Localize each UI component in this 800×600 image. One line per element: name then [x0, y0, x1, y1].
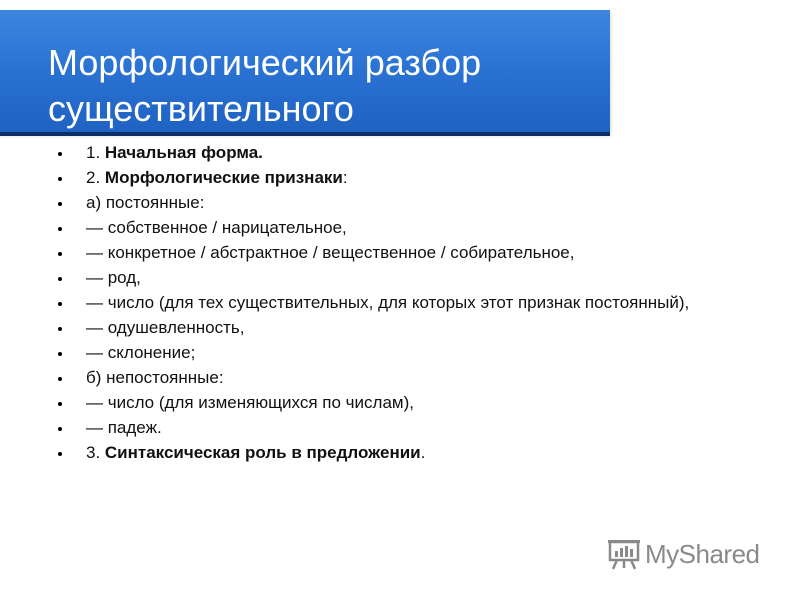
bullet-icon	[58, 402, 62, 406]
item-suffix: :	[342, 168, 348, 187]
bullet-icon	[58, 377, 62, 381]
logo-text: MyShared	[645, 538, 760, 569]
myshared-logo[interactable]	[607, 536, 760, 572]
list-item	[58, 343, 698, 362]
bullet-list	[58, 143, 698, 468]
item-text: 3.	[86, 443, 105, 462]
item-text: — склонение;	[86, 343, 196, 362]
list-item	[58, 143, 698, 162]
item-text: — одушевленность,	[86, 318, 245, 337]
item-text: — падеж.	[86, 418, 162, 437]
bullet-icon	[58, 427, 62, 431]
list-item	[58, 243, 698, 262]
slide-title-line-2: существительного	[48, 88, 354, 129]
bullet-icon	[58, 452, 62, 456]
item-text: 1.	[86, 143, 105, 162]
list-item	[58, 443, 698, 462]
item-suffix: .	[420, 443, 426, 462]
item-text: — число (для изменяющихся по числам),	[86, 393, 414, 412]
item-bold-text: Морфологические признаки	[104, 168, 343, 187]
slide-title	[48, 40, 608, 132]
bullet-icon	[58, 352, 62, 356]
item-bold-text: Начальная форма.	[104, 143, 263, 162]
list-item	[58, 193, 698, 212]
item-text: а) постоянные:	[86, 193, 205, 212]
list-item	[58, 418, 698, 437]
list-item	[58, 293, 698, 312]
bullet-icon	[58, 302, 62, 306]
item-bold-text: Синтаксическая роль в предложении	[104, 443, 421, 462]
bullet-icon	[58, 177, 62, 181]
bullet-icon	[58, 227, 62, 231]
list-item	[58, 393, 698, 412]
list-item	[58, 368, 698, 387]
bullet-icon	[58, 252, 62, 256]
item-text: 2.	[86, 168, 105, 187]
bullet-icon	[58, 327, 62, 331]
bullet-icon	[58, 152, 62, 156]
list-item	[58, 218, 698, 237]
presentation-board-icon	[607, 537, 641, 571]
list-item	[58, 268, 698, 287]
slide-title-line-1: Морфологический разбор	[48, 42, 482, 83]
list-item	[58, 318, 698, 337]
bullet-icon	[58, 277, 62, 281]
item-text: — число (для тех существительных, для которых этот признак постоянный),	[86, 293, 690, 312]
item-text: — конкретное / абстрактное / вещественное / собирательное,	[86, 243, 575, 262]
bullet-icon	[58, 202, 62, 206]
list-item	[58, 168, 698, 187]
title-banner	[0, 10, 610, 132]
item-text: б) непостоянные:	[86, 368, 224, 387]
item-text: — собственное / нарицательное,	[86, 218, 347, 237]
item-text: — род,	[86, 268, 141, 287]
